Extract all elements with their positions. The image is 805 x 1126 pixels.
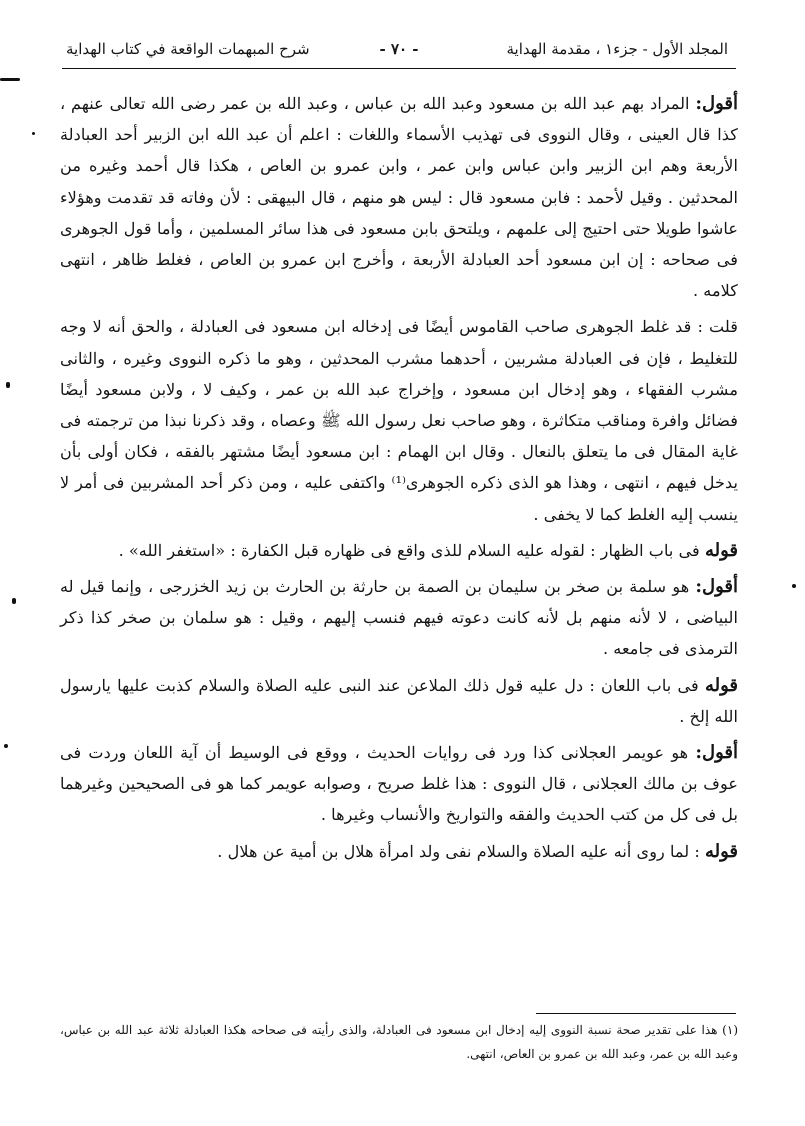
main-text xyxy=(60,88,738,867)
paragraph-keyword: أقول: xyxy=(695,742,738,764)
header-page-number: - ٧٠ - xyxy=(379,40,419,58)
paragraph-text: فى باب اللعان : دل عليه قول ذلك الملاعن عند النبى عليه الصلاة والسلام كذبت عليها يارسول الله إلخ . xyxy=(60,675,738,726)
header-divider xyxy=(62,68,736,69)
paragraph-6 xyxy=(60,737,738,831)
footnote: (١) هذا على تقدير صحة نسبة النووى إليه إدخال ابن مسعود فى العبادلة، والذى رأيته فى صحاحه هكذا العبادلة ثلاثة عبد الله بن عباس، وعبد الله بن عمر، وعبد الله بن عمرو بن العاص، انتهى. xyxy=(60,1023,738,1061)
paragraph-2 xyxy=(60,311,738,529)
paragraph-keyword: قوله xyxy=(704,840,738,862)
paragraph-text: المراد بهم عبد الله بن مسعود وعبد الله بن عباس ، وعبد الله بن عمر رضى الله تعالى عنهم ، كذا قال العينى ، وقال النووى فى تهذيب الأسماء واللغات : اعلم أن عبد الله ابن الزبير أحد العبادلة الأربعة وهم ابن الزبير وابن عباس وابن عمر ، وابن عمرو بن العاص ، هكذا قال أحمد وغيره من المحدثين . وقيل لأحمد : فابن مسعود قال : ليس هو منهم ، قال البيهقى : لأن وفاته قد تقدمت وهؤلاء عاشوا طويلا حتى احتيج إلى علمهم ، ويلتحق بابن مسعود فى هذا سائر المسلمين ، وأما قول الجوهرى فى صحاحه : إن ابن مسعود أحد العبادلة الأربعة ، وأخرج ابن عمرو بن العاص ، فغلط ظاهر ، انتهى كلامه . xyxy=(60,94,738,301)
paragraph-text: : لما روى أنه عليه الصلاة والسلام نفى ولد امرأة هلال بن أمية عن هلال . xyxy=(217,841,705,861)
scan-mark xyxy=(12,598,16,604)
paragraph-5 xyxy=(60,670,738,732)
paragraph-1 xyxy=(60,88,738,306)
paragraph-3 xyxy=(60,535,738,566)
header-volume-info: المجلد الأول - جزء١ ، مقدمة الهداية xyxy=(506,40,728,58)
paragraph-keyword: أقول: xyxy=(695,93,738,114)
paragraph-4 xyxy=(60,571,738,665)
header-book-title: شرح المبهمات الواقعة في كتاب الهداية xyxy=(66,40,310,58)
running-header xyxy=(62,34,736,64)
scan-mark xyxy=(32,132,35,135)
scan-mark xyxy=(6,382,10,388)
paragraph-text: فى باب الظهار : لقوله عليه السلام للذى واقع فى ظهاره قبل الكفارة : «استغفر الله» . xyxy=(118,540,705,560)
paragraph-keyword: قوله xyxy=(704,674,738,696)
paragraph-text: هو عويمر العجلانى كذا ورد فى روايات الحديث ، ووقع فى الوسيط أن آية اللعان وردت فى عوف بن مالك العجلانى ، قال النووى : هذا غلط صريح ، وصوابه عويمر كما هو فى الصحيحين وغيرهما بل فى كل من كتب الحديث والفقه والتواريخ والأنساب وغيرها . xyxy=(60,743,738,825)
scan-mark xyxy=(4,744,8,748)
paragraph-7 xyxy=(60,836,738,867)
scan-mark xyxy=(792,584,796,588)
paragraph-keyword: قوله xyxy=(704,539,738,561)
paragraph-text: قلت : قد غلط الجوهرى صاحب القاموس أيضًا فى إدخاله ابن مسعود فى العبادلة ، والحق أنه لا وجه للتغليط ، فإن فى العبادلة مشربين ، أحدهما مشرب المحدثين ، وهو ما ذكره النووى وغيره ، والثانى مشرب الفقهاء ، وهو إدخال ابن مسعود ، وإخراج عبد الله بن عمر ، وكيف لا ، ولابن مسعود أيضًا فضائل وافرة ومناقب متكاثرة ، وهو صاحب نعل رسول الله ﷺ وعصاه ، وقد ذكرنا نبذا من ترجمته فى غاية المقال فى ما يتعلق بالنعال . وقال ابن الهمام : ابن مسعود أيضًا مشتهر بالفقه ، فكان أولى بأن يدخل فيهم ، انتهى ، وهذا هو الذى ذكره الجوهرى⁽¹⁾ واكتفى عليه ، ومن ذكر أحد المشربين فى أمر لا ينسب إليه الغلط كما لا يخفى . xyxy=(60,317,738,524)
footnote-divider xyxy=(536,1013,736,1014)
paragraph-text: هو سلمة بن صخر بن سليمان بن الصمة بن حارثة بن الحارث بن زيد الخزرجى ، وإنما قيل له البياضى ، لا لأنه منهم بل لأنه كانت دعوته فيهم فنسب إليهم ، وقيل : هو سلمان بن صخر كذا ذكر الترمذى فى جامعه . xyxy=(60,577,738,659)
scan-mark xyxy=(0,78,20,81)
paragraph-keyword: أقول: xyxy=(695,576,738,598)
